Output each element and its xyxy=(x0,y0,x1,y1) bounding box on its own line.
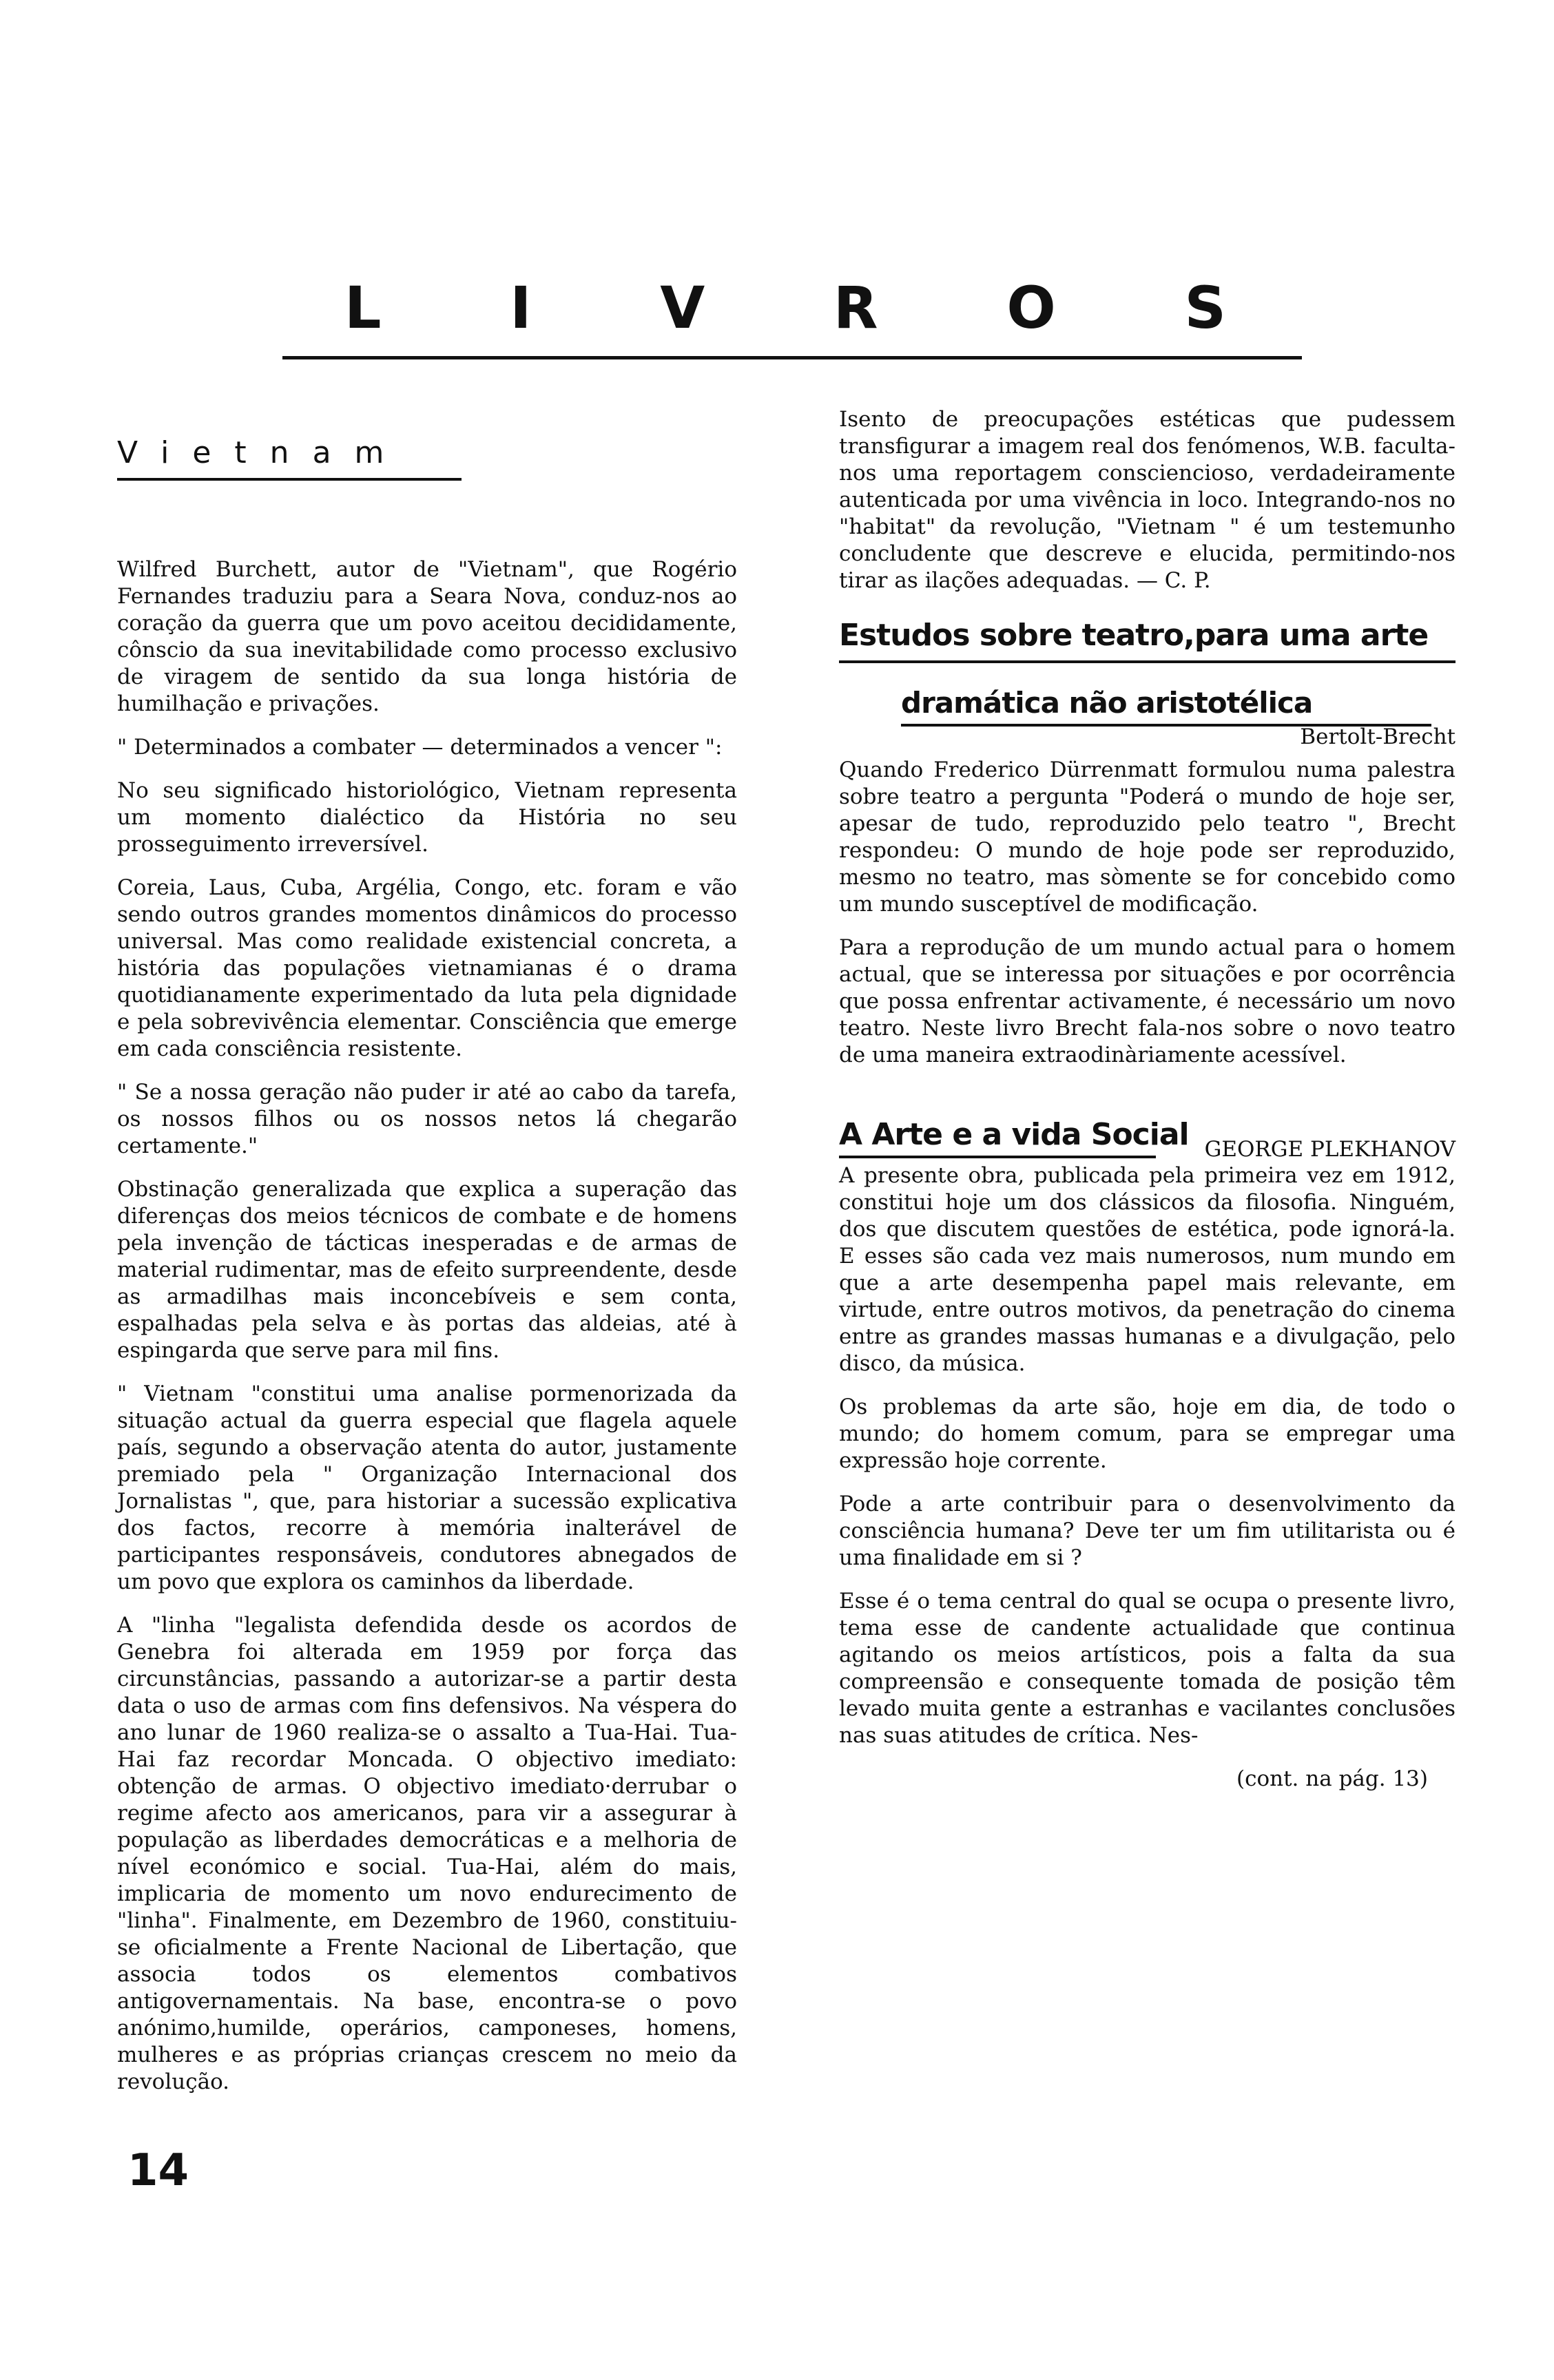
vietnam-review-title: Vietnam xyxy=(117,435,408,470)
plekhanov-paragraph: A presente obra, publicada pela primeira vez em 1912, constitui hoje um dos clássicos da filosofia. Ninguém, dos que discutem questões de estética, pode ignorá-la. E esses são cada vez mais numerosos, num mundo em que a arte desempenha papel mais relevante, em virtude, entre outros motivos, da penetração do cinema entre as grandes massas humanas e a divulgação, pelo disco, da música. xyxy=(839,1163,1455,1376)
header-letter: S xyxy=(1184,274,1226,342)
vietnam-paragraph: " Vietnam "constitui uma analise pormenorizada da situação actual da guerra especial que flagela aquele país, segundo a observação atenta do autor, justamente premiado pela " Organização Internacional dos Jornalistas ", que, para historiar a sucessão explicativa dos factos, recorre à memória inalterável de participantes responsáveis, condutores abnegados de um povo que explora os caminhos da liberdade. xyxy=(117,1381,737,1594)
plekhanov-author: GEORGE PLEKHANOV xyxy=(1204,1137,1455,1162)
vietnam-paragraph: Wilfred Burchett, autor de "Vietnam", que Rogério Fernandes traduziu para a Seara Nova, conduz-nos ao coração da guerra que um povo aceitou decididamente, cônscio da sua inevitabilidade como processo exclusivo de viragem de sentido da sua longa história de humilhação e privações. xyxy=(117,557,737,716)
header-letter: I xyxy=(510,274,532,342)
vietnam-paragraph: " Se a nossa geração não puder ir até ao cabo da tarefa, os nossos filhos ou os nossos netos lá chegarão certamente." xyxy=(117,1080,737,1158)
plekhanov-paragraph: Esse é o tema central do qual se ocupa o presente livro, tema esse de candente actualidade que continua agitando os meios artísticos, pois a falta da sua compreensão e consequente tomada de posição têm levado muita gente a estranhas e vacilantes conclusões nas suas atitudes de crítica. Nes- xyxy=(839,1589,1455,1748)
vietnam-paragraph: Obstinação generalizada que explica a superação das diferenças dos meios técnicos de combate e de homens pela invenção de tácticas inesperadas e de armas de material rudimentar, mas de efeito surpreendente, desde as armadilhas mais inconcebíveis e sem conta, espalhadas pela selva e às portas das aldeias, até à espingarda que serve para mil fins. xyxy=(117,1177,737,1363)
brecht-paragraph: Quando Frederico Dürrenmatt formulou numa palestra sobre teatro a pergunta "Poderá o mundo de hoje ser, apesar de tudo, reproduzido pelo teatro ", Brecht respondeu: O mundo de hoje pode ser reproduzido, mesmo no teatro, mas sòmente se for concebido como um mundo susceptível de modificação. xyxy=(839,758,1455,917)
right-column xyxy=(839,406,1455,1793)
section-title-livros xyxy=(282,274,1302,342)
vietnam-title-rule xyxy=(117,478,462,481)
section-header xyxy=(282,274,1302,359)
page-number: 14 xyxy=(127,2145,189,2196)
left-column xyxy=(117,399,737,2112)
vietnam-paragraph: No seu significado historiológico, Vietnam representa um momento dialéctico da História no seu prosseguimento irreversível. xyxy=(117,778,737,857)
header-letter: R xyxy=(833,274,878,342)
brecht-author: Bertolt-Brecht xyxy=(1300,724,1455,749)
plekhanov-title-rule xyxy=(839,1156,1156,1158)
vietnam-paragraph: A "linha "legalista defendida desde os acordos de Genebra foi alterada em 1959 por força das circunstâncias, passando a autorizar-se a partir desta data o uso de armas com fins defensivos. Na véspera do ano lunar de 1960 realiza-se o assalto a Tua-Hai. Tua-Hai faz recordar Moncada. O objectivo imediato: obtenção de armas. O objectivo imediato·derrubar o regime afecto aos americanos, para vir a assegurar à população as liberdades democráticas e a melhoria de nível económico e social. Tua-Hai, além do mais, implicaria de momento um novo endurecimento de "linha". Finalmente, em Dezembro de 1960, constituiu-se oficialmente a Frente Nacional de Libertação, que associa todos os elementos combativos antigovernamentais. Na base, encontra-se o povo anónimo,humilde, operários, camponeses, homens, mulheres e as próprias crianças crescem no meio da revolução. xyxy=(117,1613,737,2094)
header-rule xyxy=(282,356,1302,359)
vietnam-paragraph: Isento de preocupações estéticas que pudessem transfigurar a imagem real dos fenómenos, W.B. faculta-nos uma reportagem consciencioso, verdadeiramente autenticada por uma vivência in loco. Integrando-nos no "habitat" da revolução, "Vietnam " é um testemunho concludente que descreve e elucida, permitindo-nos tirar as ilações adequadas. — C. P. xyxy=(839,407,1455,593)
header-letter: O xyxy=(1006,274,1056,342)
plekhanov-heading xyxy=(839,1117,1455,1162)
vietnam-paragraph: Coreia, Laus, Cuba, Argélia, Congo, etc. foram e vão sendo outros grandes momentos dinâmicos do processo universal. Mas como realidade existencial concreta, a história das populações vietnamianas é o drama quotidianamente experimentado da luta pela dignidade e pela sobrevivência elementar. Consciência que emerge em cada consciência resistente. xyxy=(117,875,737,1061)
vietnam-paragraph: " Determinados a combater — determinados a vencer ": xyxy=(117,735,723,760)
brecht-review-title: Estudos sobre teatro,para uma arte xyxy=(839,618,1429,653)
continued-note: (cont. na pág. 13) xyxy=(1236,1766,1428,1791)
plekhanov-paragraph: Pode a arte contribuir para o desenvolvimento da consciência humana? Deve ter um fim utilitarista ou é uma finalidade em si ? xyxy=(839,1492,1455,1570)
plekhanov-paragraph: Os problemas da arte são, hoje em dia, de todo o mundo; do homem comum, para se empregar uma expressão hoje corrente. xyxy=(839,1395,1455,1473)
plekhanov-review-title: A Arte e a vida Social xyxy=(839,1117,1189,1152)
brecht-review-subtitle: dramática não aristotélica xyxy=(901,686,1313,720)
brecht-title-rule xyxy=(839,660,1455,663)
header-letter: L xyxy=(344,274,382,342)
brecht-paragraph: Para a reprodução de um mundo actual para o homem actual, que se interessa por situações e por ocorrência que possa enfrentar activamente, é necessário um novo teatro. Neste livro Brecht fala-nos sobre o novo teatro de uma maneira extraodinàriamente acessível. xyxy=(839,935,1455,1067)
header-letter: V xyxy=(660,274,705,342)
